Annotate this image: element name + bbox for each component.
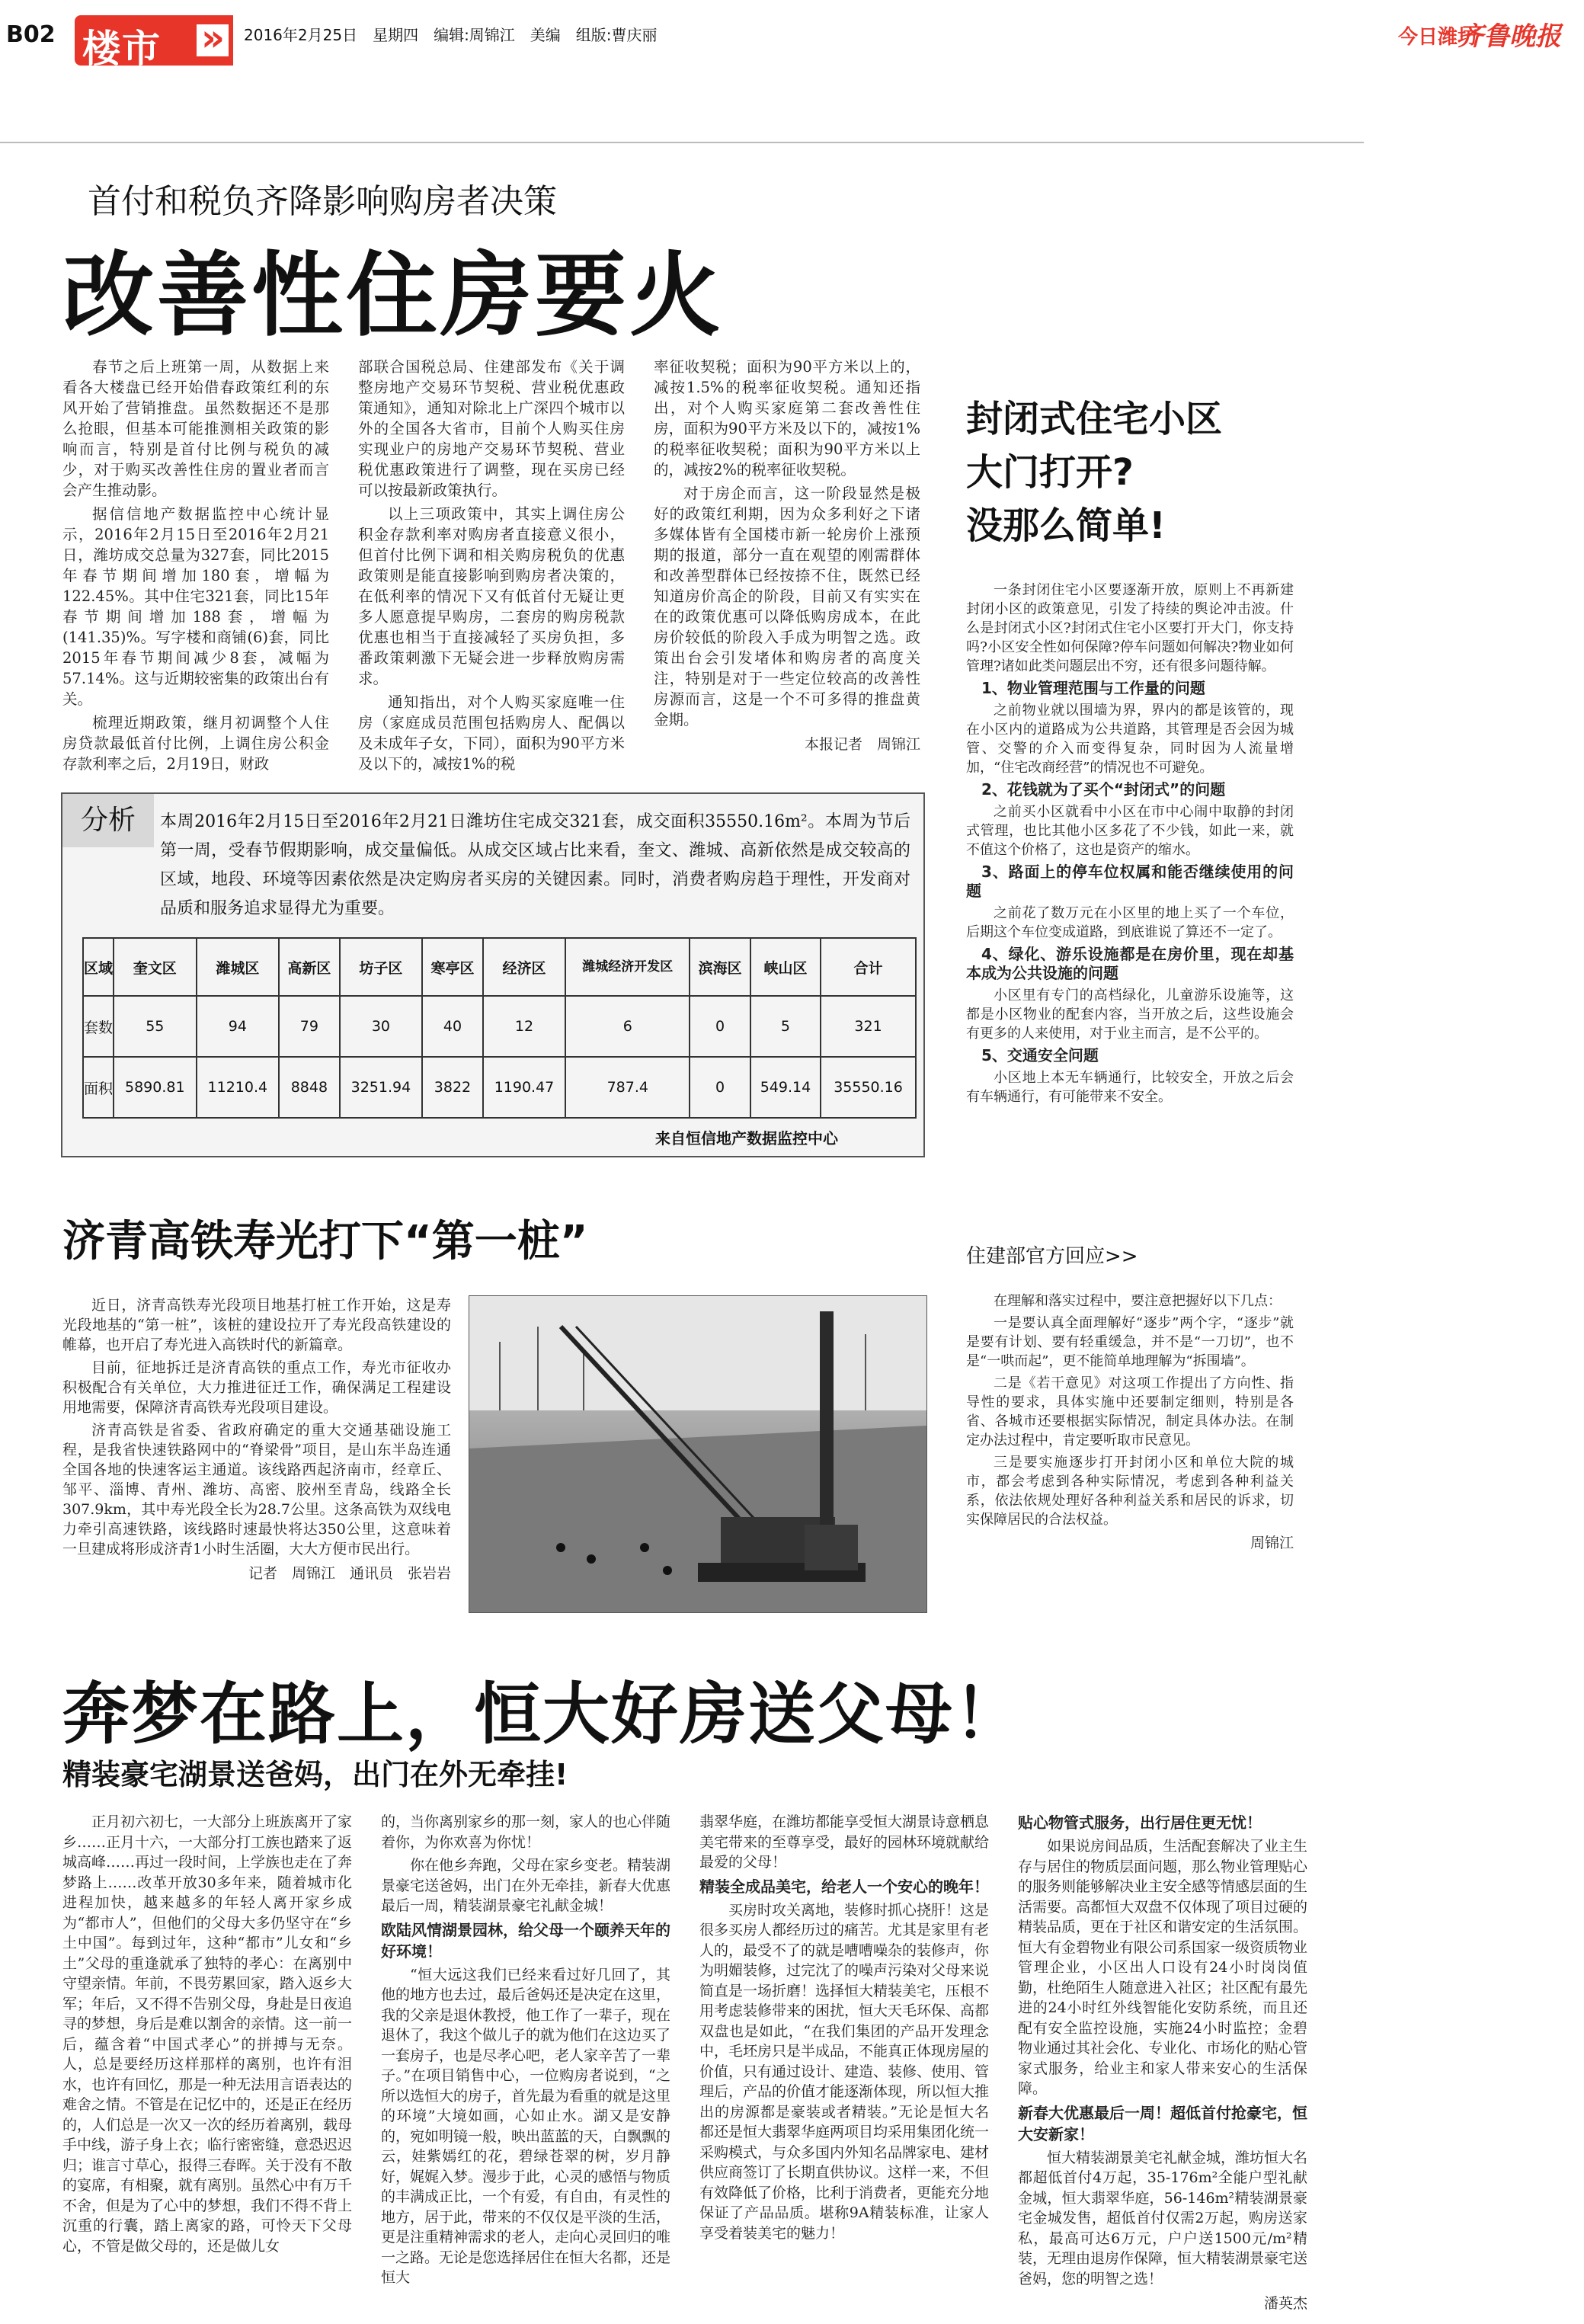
table-row-label: 套数 (83, 996, 114, 1057)
table-cell: 40 (422, 996, 483, 1057)
question-heading: 4、绿化、游乐设施都是在房价里，现在却基本成为公共设施的问题 (966, 945, 1294, 982)
main-article-col1 (62, 357, 329, 777)
main-article-col3 (654, 357, 920, 755)
edition-label: 今日潍坊 (1397, 26, 1477, 49)
table-header-cell: 滨海区 (690, 938, 750, 996)
table-header-cell: 潍城区 (197, 938, 280, 996)
ad-section-heading: 精装全成品美宅，给老人一个安心的晚年！ (699, 1877, 989, 1896)
ad-section-heading: 贴心物管式服务，出行居住更无忧！ (1018, 1813, 1262, 1832)
paragraph: 你在他乡奔跑，父母在家乡变老。精装湖景豪宅送爸妈，出门在外无牵挂，新春大优惠最后一周，精装湖景豪宅礼献金城！ (381, 1857, 671, 1914)
table-cell: 79 (279, 996, 340, 1057)
table-cell: 94 (197, 996, 280, 1057)
table-header-cell: 合计 (821, 938, 916, 996)
paragraph: 一条封闭住宅小区要逐渐开放，原则上不再新建封闭小区的政策意见，引发了持续的舆论冲击波。什么是封闭式小区?封闭式住宅小区要打开大门，你支持吗?小区安全性如何保障?停车问题如何解决?物业如何管理?诸如此类问题层出不穷，还有很多问题待解。 (966, 582, 1294, 674)
table-header-cell: 经济区 (483, 938, 566, 996)
byline: 本报记者 周锦江 (804, 736, 920, 753)
paragraph: 买房时攻关离地，装修时抓心挠肝！这是很多买房人都经历过的痛苦。尤其是家里有老人的，最受不了的就是嘈嘈噪杂的装修声，你为明媚装修，过完沈了的噪声污染对父母来说简直是一场折磨！选择恒大精装美宅，压根不用考虑装修带来的困扰，恒大天毛环保、高都双盘也是如此，“在我们集团的产品开发理念中，毛坯房只是半成品，不能真正体现房屋的价值，只有通过设计、建造、装修、使用、管理后，产品的价值才能逐渐体现，所以恒大推出的房源都是豪装或者精装。”无论是恒大名都还是恒大翡翠华庭两项目均采用集团化统一采购模式，与众多国内外知名品牌家电、建材供应商签订了长期直供协议。这样一来，不但有效降低了价格，比利于消费者，更能充分地保证了产品品质。堪称9A精装标准，让家人享受着装美宅的魅力！ (699, 1901, 990, 2242)
sales-table (82, 937, 917, 1119)
paragraph: 据信信地产数据监控中心统计显示，2016年2月15日至2016年2月21日，潍坊成交总量为327套，同比2015年春节期间增加180套，增幅为122.45%。其中住宅321套，同比15年春节期间增加188套，增幅为(141.35)%。写字楼和商铺(6)套，同比2015年春节期间减少8套，减幅为57.14%。这与近期较密集的政策出台有关。 (62, 505, 329, 708)
paragraph: 之前物业就以围墙为界，界内的都是该管的，现在小区内的道路成为公共道路，其管理是否会因为城管、交警的介入而变得复杂，同时因为人流量增加，“住宅改商经营”的情况也不可避免。 (966, 703, 1294, 776)
question-heading: 2、花钱就为了买个“封闭式”的问题 (981, 780, 1226, 799)
table-header-cell: 高新区 (279, 938, 340, 996)
page-number: B02 (6, 21, 56, 48)
table-header-cell: 峡山区 (750, 938, 821, 996)
side-headline-line: 大门打开? (966, 451, 1134, 494)
article-headline: 改善性住房要火 (62, 243, 724, 349)
table-row-label: 区域 (83, 938, 114, 996)
side-headline-line: 没那么简单! (966, 504, 1166, 547)
table-cell: 8848 (279, 1057, 340, 1118)
section-name: 楼市 (82, 27, 162, 71)
main-article-col2 (358, 357, 625, 777)
paragraph: “恒大远这我们已经来看过好几回了，其他的地方也去过，最后爸妈还是决定在这里，我的父亲是退休教授，他工作了一辈子，现在退休了，我这个做儿子的就为他们在这边买了一套房子，也是尽孝心吧，老人家辛苦了一辈子。”在项目销售中心，一位购房者说到，“之所以选恒大的房子，首先最为看重的就是这里的环境”大境如画，心如止水。湖又是安静的，宛如明镜一般，映出蓝蓝的天，白飘飘的云，娃紫嫣红的花，碧绿苍翠的树，岁月静好，娓娓入梦。漫步于此，心灵的感悟与物质的丰满成正比，一个有爱，有自由，有灵性的地方，居于此，带来的不仅仅是平淡的生活，更是注重精神需求的老人，走向心灵回归的唯一之路。无论是您选择居住在恒大名都，还是恒大 (381, 1966, 671, 2286)
ad-col4 (1018, 1812, 1307, 2314)
table-row (83, 938, 916, 996)
table-cell: 549.14 (750, 1057, 821, 1118)
ad-section-heading: 新春大优惠最后一周！超低首付抢豪宅，恒大安新家！ (1018, 2103, 1307, 2143)
question-heading: 1、物业管理范围与工作量的问题 (981, 679, 1205, 697)
crane-illustration (469, 1296, 926, 1612)
paragraph: 如果说房间品质，生活配套解决了业主生存与居住的物质层面问题，那么物业管理贴心的服务则能够解决业主安全感等情感层面的生活需要。高都恒大双盘不仅体现了项目过硬的精装品质，更在于社区和谐安定的生活氛围。恒大有金碧物业有限公司系国家一级资质物业管理企业，小区出人口设有24小时岗岗值勤，杜绝陌生人随意进入社区；社区配有最先进的24小时红外线智能化安防系统，而且还配有安全监控设施，实施24小时监控；金碧物业通过其社会化、专业化、市场化的贴心管家式服务，给业主和家人带来安心的生活保障。 (1018, 1838, 1308, 2097)
table-cell: 0 (690, 996, 750, 1057)
paragraph: 翡翠华庭，在潍坊都能享受恒大湖景诗意栖息美宅带来的至尊享受，最好的园林环境就献给最爱的父母！ (699, 1813, 990, 1871)
table-cell: 35550.16 (821, 1057, 916, 1118)
paragraph: 春节之后上班第一周，从数据上来看各大楼盘已经开始借春政策红利的东风开始了营销推盘。虽然数据还不是那么抢眼，但基本可能推测相关政策的影响而言，特别是首付比例与税负的减少，对于购买改善性住房的置业者而言会产生推动影。 (62, 358, 329, 499)
paragraph: 以上三项政策中，其实上调住房公积金存款利率对购房者直接意义很小，但首付比例下调和相关购房税负的优惠政策则是能直接影响到购房者决策的，在低利率的情况下又有低首付无疑让更多人愿意提早购房，二套房的购房税款优惠也相当于直接减轻了买房负担，多番政策刺激下无疑会进一步释放购房需求。 (358, 505, 625, 687)
paragraph: 恒大精装湖景美宅礼献金城，潍坊恒大名都超低首付4万起，35-176m²全能户型礼献金城，恒大翡翠华庭，56-146m²精装湖景豪宅金城发售，超低首付仅需2万起，购房送家私，最高可达6万元，户户送1500元/m²精装，无理由退房作保障，恒大精装湖景豪宅送爸妈，您的明智之选！ (1018, 2149, 1308, 2287)
paragraph: 三是要实施逐步打开封闭小区和单位大院的城市，都会考虑到各种实际情况，考虑到各种利益关系，依法依规处理好各种利益关系和居民的诉求，切实保障居民的合法权益。 (966, 1455, 1294, 1528)
byline: 潘英杰 (1263, 2295, 1307, 2312)
ad-headline: 奔梦在路上，恒大好房送父母！ (62, 1675, 1023, 1753)
side-headline (966, 392, 1317, 552)
table-header-cell: 潍城经济开发区 (565, 938, 690, 996)
paragraph: 通知指出，对个人购买家庭唯一住房（家庭成员范围包括购房人、配偶以及未成年子女，下同），面积为90平方米及以下的，减按1%的税 (358, 693, 625, 773)
paragraph: 一是要认真全面理解好“逐步”两个字，“逐步”就是要有计划、要有轻重缓急，并不是“一刀切”，也不是“一哄而起”，更不能简单地理解为“拆围墙”。 (966, 1315, 1294, 1369)
newspaper-brand: 齐鲁晚报 (1458, 21, 1561, 52)
paragraph: 近日，济青高铁寿光段项目地基打桩工作开始，这是寿光段地基的“第一桩”，该桩的建设拉开了寿光段高铁建设的帷幕，也开启了寿光进入高铁时代的新篇章。 (62, 1297, 451, 1353)
table-cell: 12 (483, 996, 566, 1057)
table-cell: 55 (114, 996, 197, 1057)
response-body (966, 1292, 1294, 1553)
table-cell: 6 (565, 996, 690, 1057)
paragraph: 的，当你离别家乡的那一刻，家人的也心伴随着你，为你欢喜为你忧！ (381, 1813, 671, 1851)
table-cell: 30 (340, 996, 423, 1057)
table-cell: 3251.94 (340, 1057, 423, 1118)
paragraph: 部联合国税总局、住建部发布《关于调整房地产交易环节契税、营业税优惠政策通知》，通知对除北上广深四个城市以外的全国各大省市，目前个人购买住房实现业户的房地产交易环节契税、营业税优惠政策进行了调整，现在买房已经可以按最新政策执行。 (358, 358, 625, 499)
paragraph: 正月初六初七，一大部分上班族离开了家乡……正月十六，一大部分打工族也踏来了返城高峰……再过一段时间，上学族也走在了奔梦路上……改革开放30多年来，随着城市化进程加快，越来越多的年轻人离开家乡成为“都市人”，但他们的父母大多仍坚守在“乡土中国”。每到过年，这种“都市”儿女和“乡土”父母的重逢就承了独特的孝心：在离别中守望亲情。年前，不畏劳累回家，踏入返乡大军；年后，又不得不告别父母，身赴是日夜追寻的梦想，身后是难以割舍的亲情。这一前一后，蕴含着“中国式孝心”的拼搏与无奈。人，总是要经历这样那样的离别，也许有泪水，也许有回忆，那是一种无法用言语表达的难舍之情。不管是在记忆中的，还是正在经历的，人们总是一次又一次的经历着离别，载母手中线，游子身上衣；临行密密缝，意恐迟迟归；谁言寸草心，报得三春晖。关于没有不散的宴席，有相聚，就有离别。虽然心中有万千不舍，但是为了心中的梦想，我们不得不背上沉重的行囊，踏上离家的路，可怜天下父母心，不管是做父母的，还是做儿女 (62, 1813, 353, 2255)
analysis-tag: 分析 (62, 794, 154, 847)
table-row-label: 面积 (83, 1057, 114, 1118)
response-heading: 住建部官方回应>> (966, 1245, 1138, 1268)
header-divider (0, 142, 1364, 143)
article-kicker: 首付和税负齐降影响购房者决策 (88, 182, 557, 221)
table-cell: 3822 (422, 1057, 483, 1118)
table-cell: 321 (821, 996, 916, 1057)
ad-col2 (381, 1812, 670, 2291)
issue-info: 2016年2月25日 星期四 编辑:周锦江 美编 组版:曹庆丽 (244, 26, 658, 44)
paragraph: 济青高铁是省委、省政府确定的重大交通基础设施工程，是我省快速铁路网中的“脊梁骨”项目，是山东半岛连通全国各地的快速客运主通道。该线路西起济南市，经章丘、邹平、淄博、青州、潍坊、高密、胶州至青岛，线路全长307.9km，其中寿光段全长为28.7公里。这条高铁为双线电力牵引高速铁路，该线路时速最快将达350公里，这意味着一旦建成将形成济青1小时生活圈，大大方便市民出行。 (62, 1422, 451, 1557)
side-article-body (966, 581, 1294, 1109)
paragraph: 之前花了数万元在小区里的地上买了一个车位，后期这个车位变成道路，到底谁说了算还不一定了。 (966, 905, 1294, 940)
table-source: 来自恒信地产数据监控中心 (655, 1129, 838, 1148)
table-cell: 787.4 (565, 1057, 690, 1118)
paragraph: 目前，征地拆迁是济青高铁的重点工作，寿光市征收办积极配合有关单位，大力推进征迁工作，确保满足工程建设用地需要，保障济青高铁寿光段项目建设。 (62, 1359, 451, 1416)
paragraph: 小区里有专门的高档绿化，儿童游乐设施等，这都是小区物业的配套内容，当开放之后，这些设施会有更多的人来使用，对于业主而言，是不公平的。 (966, 988, 1294, 1042)
question-heading: 5、交通安全问题 (981, 1046, 1099, 1064)
ad-subhead: 精装豪宅湖景送爸妈，出门在外无牵挂! (62, 1758, 568, 1791)
table-cell: 5 (750, 996, 821, 1057)
paragraph: 在理解和落实过程中，要注意把握好以下几点： (994, 1293, 1282, 1309)
byline: 记者 周锦江 通讯员 张岩岩 (248, 1565, 451, 1582)
paragraph: 梳理近期政策，继月初调整个人住房贷款最低首付比例，上调住房公积金存款利率之后，2月19日，财政 (62, 714, 329, 773)
side-headline-line: 封闭式住宅小区 (966, 398, 1223, 440)
paragraph: 对于房企而言，这一阶段显然是极好的政策红利期，因为众多利好之下诸多媒体皆有全国楼市新一轮房价上涨预期的报道，部分一直在观望的刚需群体和改善型群体已经按捺不住，既然已经知道房价高企的阶段，目前又有实实在在的政策优惠可以降低购房成本，在此房价较低的阶段入手成为明智之选。政策出台会引发堵体和购房者的高度关注，特别是对于一些定位较高的改善性房源而言，这是一个不可多得的推盘黄金期。 (654, 485, 920, 728)
ad-col1 (62, 1812, 352, 2259)
table-cell: 11210.4 (197, 1057, 280, 1118)
table-header-cell: 奎文区 (114, 938, 197, 996)
ad-col3 (699, 1812, 989, 2246)
table-header-cell: 寒亭区 (422, 938, 483, 996)
paragraph: 二是《若干意见》对这项工作提出了方向性、指导性的要求，具体实施中还要制定细则，特别是各省、各城市还要根据实际情况，制定具体办法。在制定办法过程中，肯定要听取市民意见。 (966, 1375, 1294, 1448)
analysis-text: 本周2016年2月15日至2016年2月21日潍坊住宅成交321套，成交面积35550.16m²。本周为节后第一周，受春节假期影响，成交量偏低。从成交区域占比来看，奎文、潍城、高新依然是成交较高的区域，地段、环境等因素依然是决定购房者买房的关键因素。同时，消费者购房趋于理性，开发商对品质和服务追求显得尤为重要。 (160, 812, 910, 918)
table-cell: 5890.81 (114, 1057, 197, 1118)
ad-section-heading: 欧陆风情湖景园林，给父母一个颐养天年的好环境！ (381, 1920, 670, 1961)
table-row (83, 996, 916, 1057)
paragraph: 率征收契税；面积为90平方米以上的，减按1.5%的税率征收契税。通知还指出，对个人购买家庭第二套改善性住房，面积为90平方米及以下的，减按1%的税率征收契税；面积为90平方米以上的，减按2%的税率征收契税。 (654, 358, 920, 479)
question-heading: 3、路面上的停车位权属和能否继续使用的问题 (966, 863, 1294, 900)
table-cell: 0 (690, 1057, 750, 1118)
paragraph: 之前买小区就看中小区在市中心闹中取静的封闭式管理，也比其他小区多花了不少钱，如此一来，就不值这个价格了，这也是资产的缩水。 (966, 804, 1294, 858)
rail-headline: 济青高铁寿光打下“第一桩” (62, 1217, 588, 1266)
rail-article-body (62, 1295, 451, 1583)
table-row (83, 1057, 916, 1118)
construction-photo (469, 1295, 927, 1613)
chevron-right-icon (197, 24, 229, 56)
byline: 周锦江 (1250, 1535, 1294, 1551)
table-header-cell: 坊子区 (340, 938, 423, 996)
table-cell: 1190.47 (483, 1057, 566, 1118)
paragraph: 小区地上本无车辆通行，比较安全，开放之后会有车辆通行，有可能带来不安全。 (966, 1070, 1294, 1105)
section-logo (75, 15, 233, 71)
